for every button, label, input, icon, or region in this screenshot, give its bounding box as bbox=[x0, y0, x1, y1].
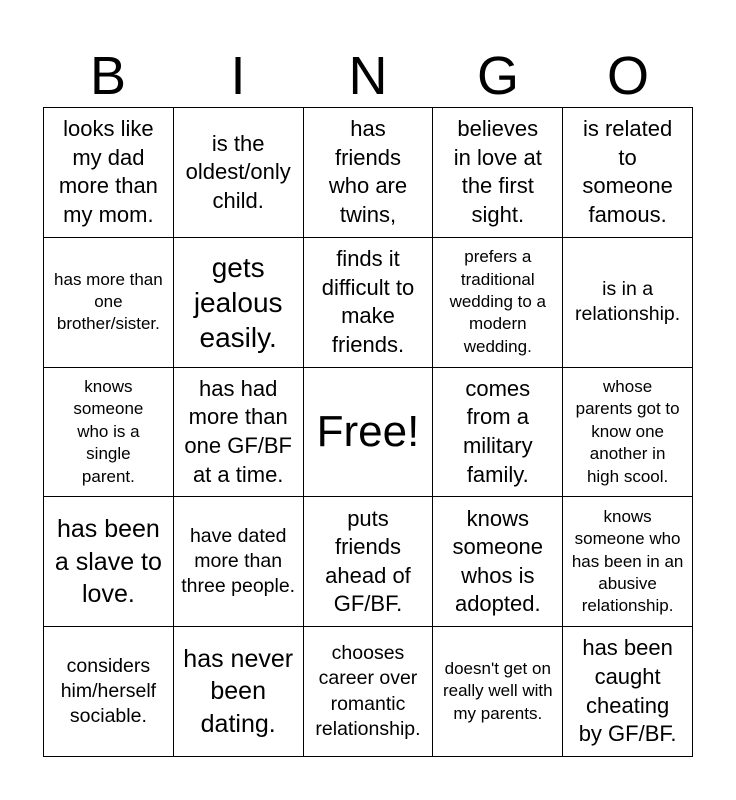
bingo-cell bbox=[174, 108, 304, 238]
cell-text: prefers a traditional wedding to a modern wedding. bbox=[449, 247, 546, 356]
cell-text: is related to someone famous. bbox=[582, 116, 673, 227]
cell-text: has had more than one GF/BF at a time. bbox=[184, 375, 292, 487]
bingo-cell bbox=[304, 497, 434, 627]
header-letter-n: N bbox=[348, 46, 388, 106]
cell-text: believes in love at the first sight. bbox=[453, 116, 542, 227]
bingo-cell bbox=[44, 497, 174, 627]
bingo-cell bbox=[433, 497, 563, 627]
bingo-cell bbox=[44, 368, 174, 498]
cell-text: has been a slave to love. bbox=[54, 515, 162, 609]
bingo-cell bbox=[174, 497, 304, 627]
header-letter-b: B bbox=[89, 46, 127, 106]
bingo-cell bbox=[563, 108, 693, 238]
bingo-cell bbox=[44, 627, 174, 757]
header-letter-o: O bbox=[606, 46, 649, 106]
cell-text: has friends who are twins, bbox=[328, 116, 408, 227]
bingo-cell bbox=[433, 108, 563, 238]
bingo-cell bbox=[563, 368, 693, 498]
cell-text: gets jealous easily. bbox=[193, 251, 283, 353]
bingo-cell bbox=[304, 238, 434, 368]
bingo-cell bbox=[563, 627, 693, 757]
cell-text: knows someone whos is adopted. bbox=[452, 505, 544, 617]
free-space-text: Free! bbox=[316, 406, 420, 456]
header-letter-g: G bbox=[476, 46, 519, 106]
bingo-cell bbox=[563, 497, 693, 627]
bingo-header bbox=[43, 44, 693, 108]
bingo-cell bbox=[44, 238, 174, 368]
cell-text: has been caught cheating by GF/BF. bbox=[578, 635, 677, 747]
bingo-cell bbox=[304, 108, 434, 238]
bingo-cell bbox=[44, 108, 174, 238]
cell-text: whose parents got to know one another in high scool. bbox=[575, 376, 680, 486]
bingo-cell bbox=[174, 238, 304, 368]
cell-text: finds it difficult to make friends. bbox=[321, 246, 415, 357]
bingo-cell bbox=[433, 368, 563, 498]
bingo-cell bbox=[174, 368, 304, 498]
cell-text: has more than one brother/sister. bbox=[54, 269, 163, 334]
bingo-board bbox=[43, 107, 693, 757]
cell-text: comes from a military family. bbox=[462, 375, 533, 487]
cell-text: knows someone who is a single parent. bbox=[73, 376, 144, 486]
bingo-cell bbox=[304, 627, 434, 757]
cell-text: is the oldest/only child. bbox=[185, 130, 291, 213]
bingo-cell bbox=[174, 627, 304, 757]
cell-text: is in a relationship. bbox=[575, 277, 681, 326]
cell-text: looks like my dad more than my mom. bbox=[58, 116, 158, 227]
cell-text: has never been dating. bbox=[183, 644, 294, 738]
header-letter-i: I bbox=[230, 46, 246, 106]
cell-text: doesn't get on really well with my parents. bbox=[442, 658, 553, 723]
free-space bbox=[304, 368, 434, 498]
bingo-cell bbox=[433, 627, 563, 757]
cell-text: puts friends ahead of GF/BF. bbox=[325, 505, 411, 617]
bingo-cell bbox=[433, 238, 563, 368]
bingo-cell bbox=[563, 238, 693, 368]
cell-text: chooses career over romantic relationship. bbox=[315, 641, 421, 740]
cell-text: knows someone who has been in an abusive relationship. bbox=[571, 506, 684, 616]
cell-text: considers him/herself sociable. bbox=[60, 654, 157, 728]
cell-text: have dated more than three people. bbox=[181, 524, 296, 598]
